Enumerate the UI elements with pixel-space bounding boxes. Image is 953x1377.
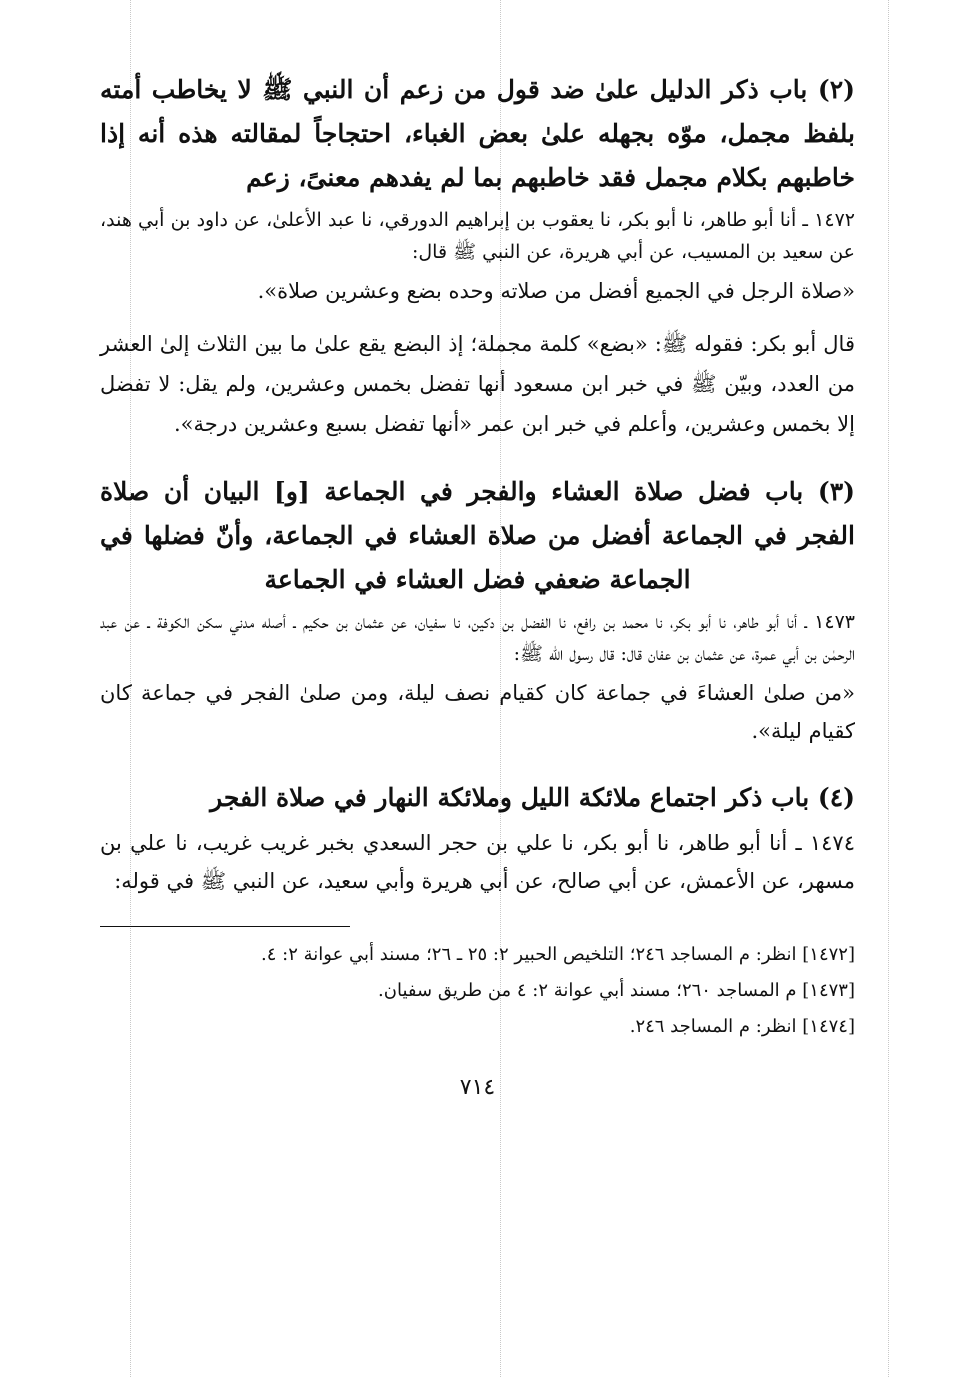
footnote-1473: [١٤٧٣] م المساجد ٢٦٠؛ مسند أبي عوانة ٢: ٤ من طريق سفيان. <box>378 980 855 1001</box>
book-page <box>100 68 855 1100</box>
footnote-1474: [١٤٧٤] انظر: م المساجد ٢٤٦. <box>629 1016 855 1037</box>
isnad-1472: ١٤٧٢ ـ أنا أبو طاهر، نا أبو بكر، نا يعقوب بن إبراهيم الدورقي، نا عبد الأعلىٰ، عن داود بن أبي هند، عن سعيد بن المسيب، عن أبي هريرة، عن النبي ﷺ قال: <box>100 209 855 263</box>
page-number: ٧١٤ <box>459 1075 496 1100</box>
footnote-1472: [١٤٧٢] انظر: م المساجد ٢٤٦؛ التلخيص الحبير ٢: ٢٥ ـ ٢٦؛ مسند أبي عوانة ٢: ٤. <box>261 944 855 965</box>
margin-guide-right <box>888 0 889 1377</box>
chapter-heading-2: (٢) باب ذكر الدليل علىٰ ضد قول من زعم أن النبي ﷺ لا يخاطب أمته بلفظ مجمل، موّه بجهله علىٰ بعض الغباء، احتجاجاً لمقالته هذه أنه إذا خاطبهم بكلام مجمل فقد خاطبهم بما لم يفدهم معنىً، زعم <box>100 75 855 192</box>
hadith-text-1472: «صلاة الرجل في الجميع أفضل من صلاته وحده بضع وعشرين صلاة». <box>257 279 855 303</box>
isnad-1474: ١٤٧٤ ـ أنا أبو طاهر، نا أبو بكر، نا علي بن حجر السعدي بخبر غريب غريب، نا علي بن مسهر، عن الأعمش، عن أبي صالح، عن أبي هريرة وأبي سعيد، عن النبي ﷺ في قوله: <box>100 831 855 893</box>
isnad-1473: ١٤٧٣ ـ أنا أبو طاهر، نا أبو بكر، نا محمد بن رافع، نا الفضل بن دكين، نا سفيان، عن عثمان بن حكيم ـ أصله مدني سكن الكوفة ـ عن عبد الرحمٰن بن أبي عمرة، عن عثمان بن عفان قال: قال رسول الله ﷺ: <box>100 611 855 665</box>
hadith-text-1473: «من صلىٰ العشاءَ في جماعة كان كقيام نصف ليلة، ومن صلىٰ الفجر في جماعة كان كقيام ليلة». <box>100 681 855 743</box>
section-3 <box>100 470 855 750</box>
chapter-heading-4: (٤) باب ذكر اجتماع ملائكة الليل وملائكة النهار في صلاة الفجر <box>210 783 855 812</box>
chapter-heading-3: (٣) باب فضل صلاة العشاء والفجر في الجماعة [و] البيان أن صلاة الفجر في الجماعة أفضل من صلاة العشاء في الجماعة، وأنّ فضلها في الجماعة ضعفي فضل العشاء في الجماعة <box>100 477 855 594</box>
section-4 <box>100 776 855 900</box>
footnotes <box>100 937 855 1045</box>
commentary-1472: قال أبو بكر: فقوله ﷺ: «بضع» كلمة مجملة؛ إذ البضع يقع علىٰ ما بين الثلاث إلىٰ العشر من العدد، وبيّن ﷺ في خبر ابن مسعود أنها تفضل بخمس وعشرين، ولم يقل: لا تفضل إلا بخمس وعشرين، وأعلم في خبر ابن عمر «أنها تفضل بسبع وعشرين درجة». <box>100 332 855 436</box>
footnote-separator <box>100 926 350 927</box>
section-2 <box>100 68 855 444</box>
